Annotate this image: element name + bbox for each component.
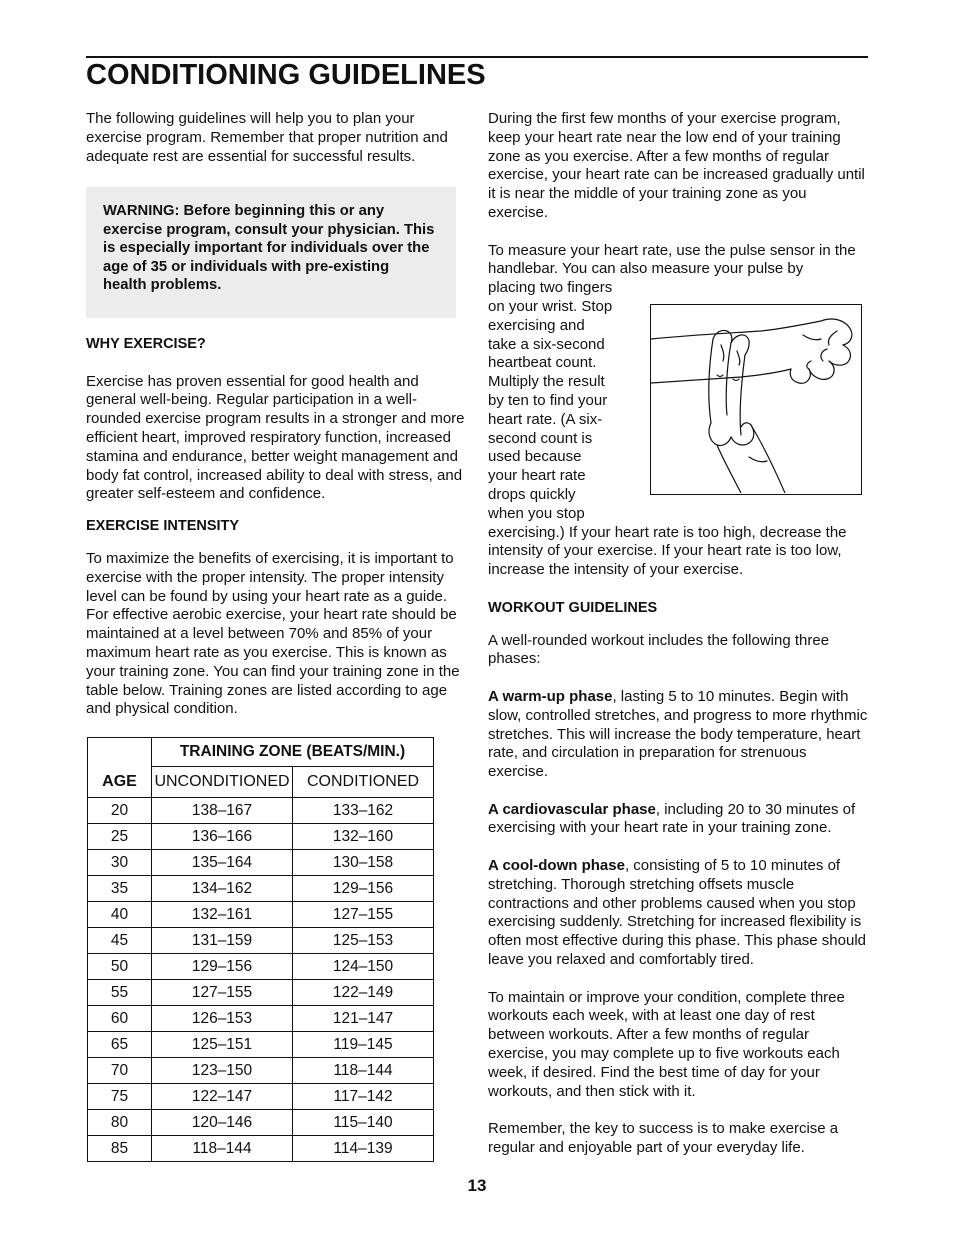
table-corner-cell	[88, 738, 152, 767]
age-cell: 20	[88, 798, 152, 824]
conditioned-cell: 121–147	[293, 1006, 434, 1032]
conditioned-cell: 130–158	[293, 850, 434, 876]
age-cell: 45	[88, 928, 152, 954]
table-row	[88, 798, 434, 824]
age-cell: 30	[88, 850, 152, 876]
conditioned-cell: 129–156	[293, 876, 434, 902]
conditioned-cell: 114–139	[293, 1136, 434, 1162]
left-column-lower	[86, 335, 468, 719]
table-row	[88, 1006, 434, 1032]
wrapped-line: heartbeat count.	[488, 354, 597, 372]
why-exercise-heading: WHY EXERCISE?	[86, 336, 206, 352]
exercise-intensity-heading: EXERCISE INTENSITY	[86, 518, 240, 535]
age-cell: 25	[88, 824, 152, 850]
table-row	[88, 954, 434, 980]
conditioned-cell: 132–160	[293, 824, 434, 850]
conditioned-cell: 124–150	[293, 954, 434, 980]
unconditioned-header: UNCONDITIONED	[152, 767, 293, 798]
table-row	[88, 876, 434, 902]
warmup-label: A warm-up phase	[488, 687, 613, 705]
wrapped-line: drops quickly	[488, 485, 576, 503]
workout-intro: A well-rounded workout includes the following three phases:	[488, 631, 830, 668]
table-row	[88, 928, 434, 954]
age-cell: 60	[88, 1006, 152, 1032]
age-header: AGE	[88, 767, 152, 798]
intro-paragraph: The following guidelines will help you to plan your exercise program. Remember that proper nutrition and adequate rest are essential for successful results.	[86, 110, 448, 165]
measure-wrapped-text	[488, 279, 624, 523]
cardio-paragraph	[488, 801, 870, 839]
unconditioned-cell: 120–146	[152, 1110, 293, 1136]
conditioned-cell: 133–162	[293, 798, 434, 824]
cooldown-paragraph	[488, 857, 870, 970]
wrapped-line: used because	[488, 448, 582, 466]
wrapped-line: exercising and	[488, 316, 585, 334]
training-zone-header: TRAINING ZONE (BEATS/MIN.)	[152, 738, 434, 767]
wrapped-line: second count is	[488, 429, 593, 447]
unconditioned-cell: 136–166	[152, 824, 293, 850]
age-cell: 35	[88, 876, 152, 902]
measure-end: exercising.) If your heart rate is too high, decrease the intensity of your exercise. If your heart rate is too low, increase the intensity of your exercise.	[488, 523, 847, 579]
unconditioned-cell: 127–155	[152, 980, 293, 1006]
unconditioned-cell: 126–153	[152, 1006, 293, 1032]
page-number: 13	[467, 1176, 487, 1195]
right-column	[488, 110, 870, 1158]
conditioned-cell: 127–155	[293, 902, 434, 928]
unconditioned-cell: 138–167	[152, 798, 293, 824]
table-row	[88, 1058, 434, 1084]
left-column	[86, 110, 468, 166]
unconditioned-cell: 118–144	[152, 1136, 293, 1162]
age-cell: 80	[88, 1110, 152, 1136]
remember-paragraph: Remember, the key to success is to make exercise a regular and enjoyable part of your everyday life.	[488, 1120, 839, 1157]
warning-text: WARNING: Before beginning this or any exercise program, consult your physician. This is especially important for individuals over the age of 35 or individuals with pre-existing health problems.	[103, 203, 435, 294]
warning-box	[86, 187, 456, 318]
age-cell: 65	[88, 1032, 152, 1058]
page-title: CONDITIONING GUIDELINES	[86, 59, 486, 91]
unconditioned-cell: 135–164	[152, 850, 293, 876]
cooldown-label: A cool-down phase	[488, 857, 625, 875]
table-row	[88, 850, 434, 876]
wrapped-line: when you stop	[488, 504, 585, 522]
conditioned-cell: 117–142	[293, 1084, 434, 1110]
table-row	[88, 1084, 434, 1110]
age-cell: 85	[88, 1136, 152, 1162]
wrapped-line: heart rate. (A six-	[488, 410, 603, 428]
conditioned-cell: 125–153	[293, 928, 434, 954]
hand-wrist-drawing	[651, 305, 860, 493]
first-months-paragraph: During the first few months of your exercise program, keep your heart rate near the low end of your training zone as you exercise. After a few months of regular exercise, your heart rate can be increased gradually until it is near the middle of your training zone as you exercise.	[488, 110, 865, 221]
unconditioned-cell: 134–162	[152, 876, 293, 902]
warmup-text: , lasting 5 to 10 minutes. Begin with slow, controlled stretches, and progress to more rhythmic stretches. This will increase the body temperature, heart rate, and circulation in preparation for strenuous exercise.	[488, 687, 868, 781]
cardio-text: , including 20 to 30 minutes of exercising with your heart rate in your training zone.	[488, 800, 856, 837]
conditioned-cell: 118–144	[293, 1058, 434, 1084]
cardio-label: A cardiovascular phase	[488, 800, 656, 818]
age-cell: 50	[88, 954, 152, 980]
wrapped-line: take a six-second	[488, 335, 605, 353]
why-exercise-text: Exercise has proven essential for good health and general well-being. Regular participation in a well-rounded exercise program results in a stronger and more efficient heart, improved respiratory function, increased stamina and endurance, better weight management and body fat control, increased ability to deal with stress, and greater self-esteem and confidence.	[86, 372, 465, 503]
exercise-intensity-text: To maximize the benefits of exercising, it is important to exercise with the proper intensity. The proper intensity level can be found by using your heart rate as a guide. For effective aerobic exercise, your heart rate should be maintained at a level between 70% and 85% of your maximum heart rate as you exercise. This is known as your training zone. You can find your training zone in the table below. Training zones are listed according to age and physical condition.	[86, 549, 460, 718]
table-row	[88, 1032, 434, 1058]
unconditioned-cell: 123–150	[152, 1058, 293, 1084]
wrapped-line: your heart rate	[488, 467, 586, 485]
workout-guidelines-heading: WORKOUT GUIDELINES	[488, 599, 658, 616]
conditioned-cell: 119–145	[293, 1032, 434, 1058]
table-row	[88, 824, 434, 850]
wrapped-line: by ten to find your	[488, 391, 608, 409]
cooldown-text: , consisting of 5 to 10 minutes of stretching. Thorough stretching offsets muscle contractions and other problems caused when you stop exercising suddenly. Stretching for increased flexibility is often most effective during this phase. This phase should leave you relaxed and comfortably tired.	[488, 857, 867, 969]
wrapped-line: placing two fingers	[488, 279, 613, 297]
maintain-paragraph: To maintain or improve your condition, complete three workouts each week, with at least one day of rest between workouts. After a few months of regular exercise, you may complete up to five workouts each week, if desired. Find the best time of day for your workouts, and then stick with it.	[488, 988, 845, 1100]
warmup-paragraph	[488, 688, 870, 782]
conditioned-header: CONDITIONED	[293, 767, 434, 798]
table-row	[88, 980, 434, 1006]
unconditioned-cell: 125–151	[152, 1032, 293, 1058]
training-zone-table	[87, 737, 434, 1162]
table-row	[88, 1110, 434, 1136]
unconditioned-cell: 131–159	[152, 928, 293, 954]
wrapped-line: on your wrist. Stop	[488, 297, 613, 315]
age-cell: 55	[88, 980, 152, 1006]
age-cell: 70	[88, 1058, 152, 1084]
pulse-check-illustration	[650, 304, 862, 495]
table-row	[88, 1136, 434, 1162]
conditioned-cell: 122–149	[293, 980, 434, 1006]
age-cell: 40	[88, 902, 152, 928]
unconditioned-cell: 122–147	[152, 1084, 293, 1110]
measure-intro: To measure your heart rate, use the pulse sensor in the handlebar. You can also measure your pulse by	[488, 241, 856, 278]
table-row	[88, 902, 434, 928]
unconditioned-cell: 132–161	[152, 902, 293, 928]
conditioned-cell: 115–140	[293, 1110, 434, 1136]
age-cell: 75	[88, 1084, 152, 1110]
wrapped-line: Multiply the result	[488, 373, 605, 391]
unconditioned-cell: 129–156	[152, 954, 293, 980]
